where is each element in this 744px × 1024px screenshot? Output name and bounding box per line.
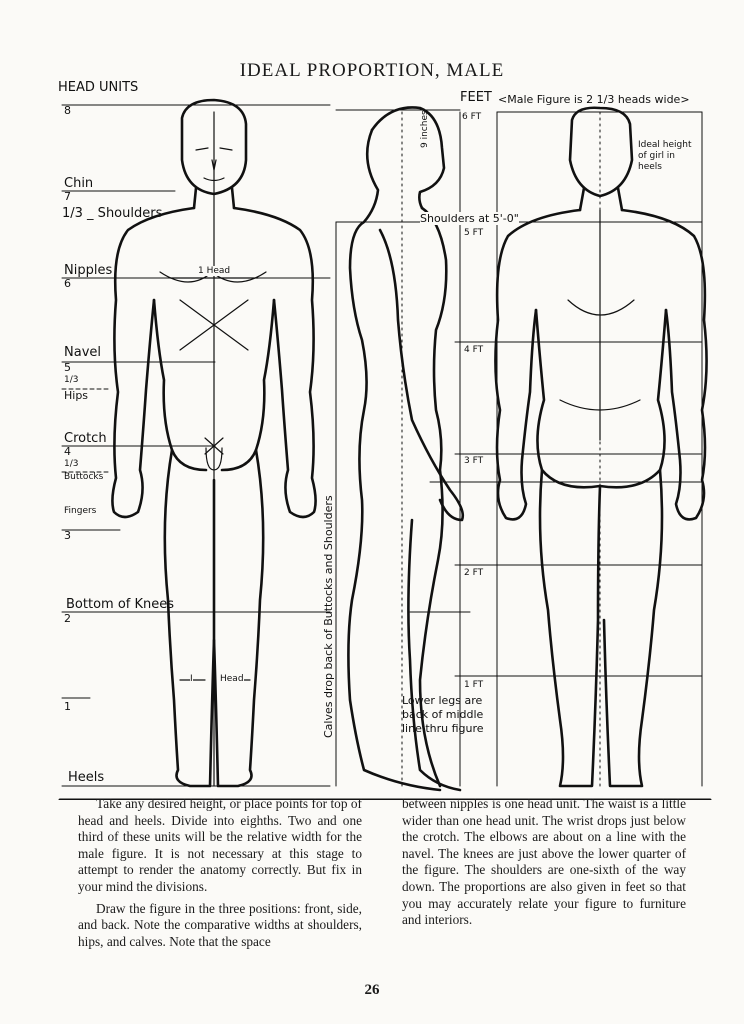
label-bottom-of-knees: Bottom of Knees	[66, 597, 175, 612]
feet-mark-6: 6 FT	[462, 112, 482, 122]
left-paragraph-2: Draw the figure in the three positions: front, side, and back. Note the comparative widths at shoulders, hips, and calves. Note that the space	[78, 900, 362, 949]
label-third-buttocks: 1/3	[64, 459, 79, 469]
side-figure	[348, 107, 462, 790]
shoulders-at-note: Shoulders at 5'-0"	[420, 212, 519, 225]
back-figure	[495, 108, 706, 786]
calves-note: Calves drop back of Buttocks and Shoulders	[322, 495, 335, 738]
unit-label-1: 1	[64, 700, 71, 713]
unit-label-6: 6	[64, 277, 71, 290]
right-paragraph-1: between nipples is one head unit. The waist is a little wider than one head unit. The wrist drops just below the crotch. The elbows are about on a line with the navel. The knees are just above the lower quarter of the figure. The shoulders are one-sixth of the way down. The proportions are also given in feet so that you may accurately relate your figure to furniture and interiors.	[402, 796, 686, 928]
feet-mark-5: 5 FT	[464, 228, 484, 238]
unit-label-5: 5	[64, 361, 71, 374]
label-third-hips: 1/3	[64, 375, 79, 385]
lower-legs-note: Lower legs are back of middle line thru figure	[402, 694, 484, 735]
page-number: 26	[364, 982, 380, 998]
one-head-annotation: 1 Head	[198, 266, 231, 276]
feet-mark-3: 3 FT	[464, 456, 484, 466]
feet-mark-2: 2 FT	[464, 568, 484, 578]
text-column-left	[78, 796, 362, 950]
nine-inches-note: 9 inches	[420, 110, 430, 148]
label-hips: Hips	[64, 389, 89, 402]
left-paragraph-1: Take any desired height, or place points for top of head and heels. Divide into eighths. Two and one third of these units will be the relative width for the male figure. It is not necessary at this stage to attempt to render the anatomy correctly. But fix in your mind the divisions.	[78, 796, 362, 894]
label-nipples: Nipples	[64, 263, 113, 278]
back-figure-details	[560, 210, 640, 440]
head-knee-annotation: Head	[220, 674, 244, 684]
head-units-heading: HEAD UNITS	[58, 80, 139, 95]
page-title: IDEAL PROPORTION, MALE	[239, 60, 505, 81]
label-shoulders: 1/3 _ Shoulders	[62, 206, 163, 221]
label-fingers: Fingers	[64, 506, 97, 516]
unit-label-4: 4	[64, 445, 71, 458]
unit-label-7: 7	[64, 190, 71, 203]
unit-label-8: 8	[64, 104, 71, 117]
feet-mark-4: 4 FT	[464, 345, 484, 355]
feet-heading: FEET	[460, 90, 492, 105]
feet-mark-1: 1 FT	[464, 680, 484, 690]
label-crotch: Crotch	[64, 431, 107, 446]
label-navel: Navel	[64, 345, 101, 360]
feet-width-note: <Male Figure is 2 1/3 heads wide>	[498, 93, 690, 106]
girl-height-note: Ideal height of girl in heels	[638, 140, 692, 172]
label-chin: Chin	[64, 176, 94, 191]
label-heels: Heels	[68, 770, 105, 785]
unit-label-3: 3	[64, 529, 71, 542]
unit-label-2: 2	[64, 612, 71, 625]
label-buttocks: Buttocks	[64, 472, 104, 482]
text-column-right	[402, 796, 686, 929]
roman-one-annotation: I	[190, 674, 193, 684]
